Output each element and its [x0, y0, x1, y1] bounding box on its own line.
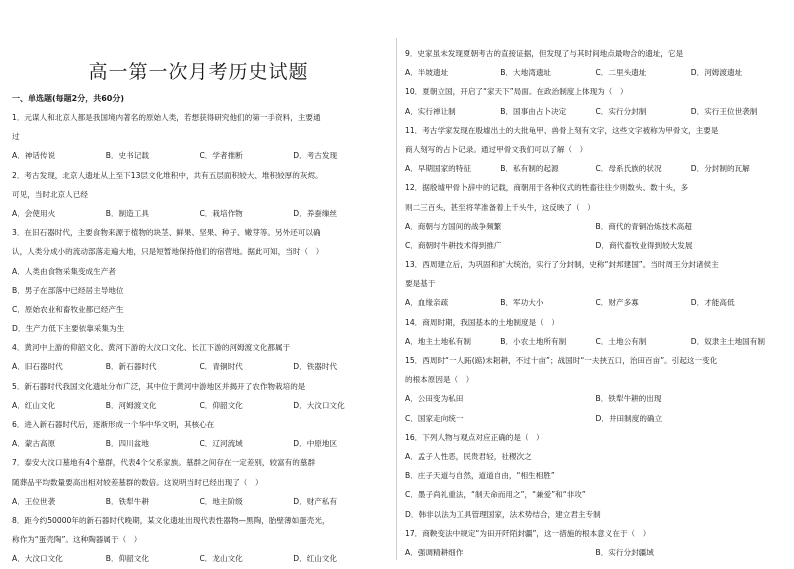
answer-option: B．军功大小: [500, 298, 544, 308]
answer-option: A．公田变为私田: [405, 394, 464, 404]
question-line: 11．考古学家发现在殷墟出土的大批龟甲、兽骨上刻有文字，这些文字被称为甲骨文，主要是: [405, 125, 719, 135]
question-line: 5．新石器时代我国文化遗址分布广泛，其中位于黄河中游地区并揭开了农作物栽培的是: [12, 381, 306, 391]
answer-options-row: [405, 293, 786, 312]
answer-option: C．财产多寡: [595, 298, 639, 308]
question-line: 则二三百头，甚至将苹准备着上千头牛，这反映了（ ）: [405, 202, 595, 212]
question-line: D．韩非以法为工具管理国家，法术势结合，建立君主专制: [405, 509, 601, 519]
answer-options-row: [12, 549, 387, 568]
answer-options-row: [405, 63, 786, 82]
answer-option: D．分封制的瓦解: [690, 164, 750, 174]
answer-option: D．大汶口文化: [293, 400, 345, 410]
answer-option: B．商代的青铜冶炼技术高超: [595, 221, 692, 231]
answer-options-row: [405, 217, 786, 236]
question-line: 的根本原因是（ ）: [405, 375, 474, 385]
question-line: C．墨子尚礼重法，“制天命而用之”，“兼爱”和“非攻”: [405, 490, 586, 500]
answer-option: C．实行分封制: [595, 106, 647, 116]
question-line: 过: [12, 132, 20, 142]
answer-option: C．母系氏族的状况: [595, 164, 662, 174]
left-question-list: [12, 108, 387, 569]
answer-option: D．井田制度的确立: [595, 413, 663, 423]
answer-option: B．实行分封疆域: [595, 547, 654, 557]
answer-option: D．财产私有: [293, 496, 338, 506]
answer-options-row: [12, 357, 387, 376]
question-line: 6．进入新石器时代后，逐渐形成一个华中华文明，其核心在: [12, 420, 215, 429]
answer-option: D．红山文化: [293, 554, 338, 564]
question-line: B．男子在部落中已经居主导地位: [12, 285, 124, 295]
question-line: B．庄子天道与自然，道道自由，“相生相胜”: [405, 471, 555, 481]
question-line: 3．在旧石器时代，主要食物来源于植物的块茎、鲜果、坚果、种子、嫩芽等。另外还可以确: [12, 228, 321, 238]
question-line: 10．夏朝立国，开启了“家天下”局面。在政治制度上体现为（ ）: [405, 87, 628, 97]
answer-options-row: [405, 409, 786, 428]
question-line: 8．距今约50000年的新石器时代晚期，某文化遗址出现代表性器物—黑陶，胎壁薄如蛋壳光，: [12, 515, 330, 525]
answer-option: A．地主土地私有制: [405, 336, 471, 346]
answer-option: A．王位世袭: [12, 496, 56, 506]
answer-option: C．土地公有制: [595, 336, 647, 346]
answer-options-row: [405, 102, 786, 121]
answer-option: C．辽河流域: [199, 439, 243, 449]
question-line: 9．史家虽未发现夏朝考古的直接证据，但发现了与其时间地点最吻合的遗址，它是: [405, 49, 684, 58]
question-line: 可见，当时北京人已经: [12, 189, 88, 199]
answer-option: D．考古发现: [293, 151, 338, 161]
answer-option: A．红山文化: [12, 400, 56, 410]
answer-option: C．栽培作物: [199, 208, 243, 218]
answer-option: D．商代畜牧业得到较大发展: [595, 240, 693, 250]
answer-options-row: [12, 146, 387, 165]
question-line: 17．商鞅变法中规定“为田开阡陌封疆”，这一措施的根本意义在于（ ）: [405, 528, 651, 538]
question-line: 14．商周时期，我国基本的土地制度是（ ）: [405, 317, 559, 327]
question-line: 认，人类分成小的流动部落走遍大地，只是短暂地保持他们的宿营地。据此可知，当时（ ）: [12, 247, 324, 257]
answer-option: A．神话传说: [12, 151, 56, 161]
answer-options-row: [405, 236, 786, 255]
answer-option: B．史书记载: [105, 151, 149, 161]
question-line: 2．考古发现，北京人遗址从上至下13层文化堆积中，共有五层面积较大、堆积较厚的灰烬。: [12, 170, 323, 180]
answer-option: A．早期国家的特征: [405, 164, 471, 174]
answer-option: B．国事由占卜决定: [500, 106, 567, 116]
answer-option: D．铁器时代: [293, 362, 338, 372]
answer-option: A．商朝与方国间的战争频繁: [405, 221, 502, 231]
answer-option: B．私有制的起源: [500, 164, 559, 174]
answer-option: B．河姆渡文化: [105, 400, 157, 410]
question-line: 4．黄河中上游的仰韶文化、黄河下游的大汶口文化、长江下游的河姆渡文化都属于: [12, 343, 291, 353]
answer-options-row: [12, 204, 387, 223]
answer-options-row: [405, 332, 786, 351]
page-title: 高一第一次月考历史试题: [88, 61, 309, 83]
question-line: 称作为“蛋壳陶”。这种陶器属于（ ）: [12, 535, 142, 545]
answer-option: B．铁犁牛耕: [105, 496, 149, 506]
answer-options-row: [405, 159, 786, 178]
question-line: 7．泰安大汶口墓地有4个墓群，代表4个父系家族。墓群之间存在一定差别，较富有的墓群: [12, 458, 316, 468]
question-line: D．生产力低下主要依靠采集为生: [12, 324, 125, 334]
answer-option: C．商朝时牛耕技术得到推广: [405, 240, 502, 250]
answer-option: D．才能高低: [690, 298, 735, 308]
answer-option: C．地主阶级: [199, 496, 243, 506]
answer-option: A．会使用火: [12, 208, 56, 218]
question-line: 随葬品平均数量要高出相对较差墓群的数倍。这说明当时已经出现了（ ）: [12, 477, 263, 487]
answer-options-row: [405, 389, 786, 408]
answer-option: C．仰韶文化: [199, 400, 243, 410]
question-line: 16．下列人物与观点对应正确的是（ ）: [405, 432, 544, 442]
question-line: A．孟子人性恶，民贵君轻，社稷次之: [405, 451, 532, 461]
answer-option: B．仰韶文化: [105, 554, 149, 564]
answer-option: A．旧石器时代: [12, 362, 63, 372]
answer-option: D．实行王位世袭制: [690, 106, 758, 116]
question-line: 13．西周建立后，为巩固和扩大统治，实行了分封制，史称“封邦建国”。当时周王分封诸侯主: [405, 260, 719, 270]
answer-option: C．龙山文化: [199, 554, 243, 564]
answer-option: A．实行禅让制: [405, 106, 456, 116]
answer-option: D．养蚕缫丝: [293, 208, 338, 218]
answer-option: D．奴隶主土地国有制: [690, 336, 765, 346]
answer-option: C．学者推断: [199, 151, 243, 161]
left-column: [0, 0, 397, 564]
right-question-list: [405, 44, 786, 562]
answer-option: B．新石器时代: [105, 362, 157, 372]
question-line: 1．元谋人和北京人都是我国境内著名的原始人类，若想获得研究他们的第一手资料，主要通: [12, 113, 321, 122]
answer-option: A．血缘亲疏: [405, 298, 449, 308]
question-line: 商人刻写的占卜记录。通过甲骨文我们可以了解（ ）: [405, 144, 588, 154]
answer-option: D．中原地区: [293, 439, 338, 449]
answer-option: A．半坡遗址: [405, 68, 449, 78]
question-line: 15．西周时“一人跖(踮)未耜耕，不过十亩”；战国时“一夫挟五口，治田百亩”。引起这一变化: [405, 356, 718, 365]
answer-options-row: [12, 492, 387, 511]
answer-option: B．制造工具: [105, 208, 149, 218]
answer-option: C．二里头遗址: [595, 68, 647, 78]
answer-option: D．河姆渡遗址: [690, 68, 743, 78]
answer-option: B．小农土地所有制: [500, 336, 567, 346]
section-heading: 一、单选题(每题2分，共60分): [12, 94, 125, 103]
answer-option: B．四川盆地: [105, 439, 149, 449]
answer-option: C．青铜时代: [199, 362, 243, 372]
answer-option: A．蒙古高原: [12, 439, 56, 449]
answer-options-row: [405, 543, 786, 562]
question-line: 12．据殷墟甲骨卜辞中的记载，商朝用于各种仪式的牲畜往往少则数头、数十头，多: [405, 183, 689, 193]
answer-options-row: [12, 396, 387, 415]
answer-options-row: [12, 434, 387, 453]
right-column: [397, 0, 794, 560]
answer-option: A．强调精耕细作: [405, 547, 464, 557]
answer-option: B．大地湾遗址: [500, 68, 552, 78]
answer-option: A．大汶口文化: [12, 554, 63, 564]
question-line: C．原始农业和畜牧业都已经产生: [12, 304, 124, 314]
question-line: A．人类由食物采集变成生产者: [12, 266, 116, 276]
answer-option: C．国家走向统一: [405, 413, 464, 423]
question-line: 要是基于: [405, 279, 436, 289]
answer-option: B．铁犁牛耕的出现: [595, 394, 662, 404]
